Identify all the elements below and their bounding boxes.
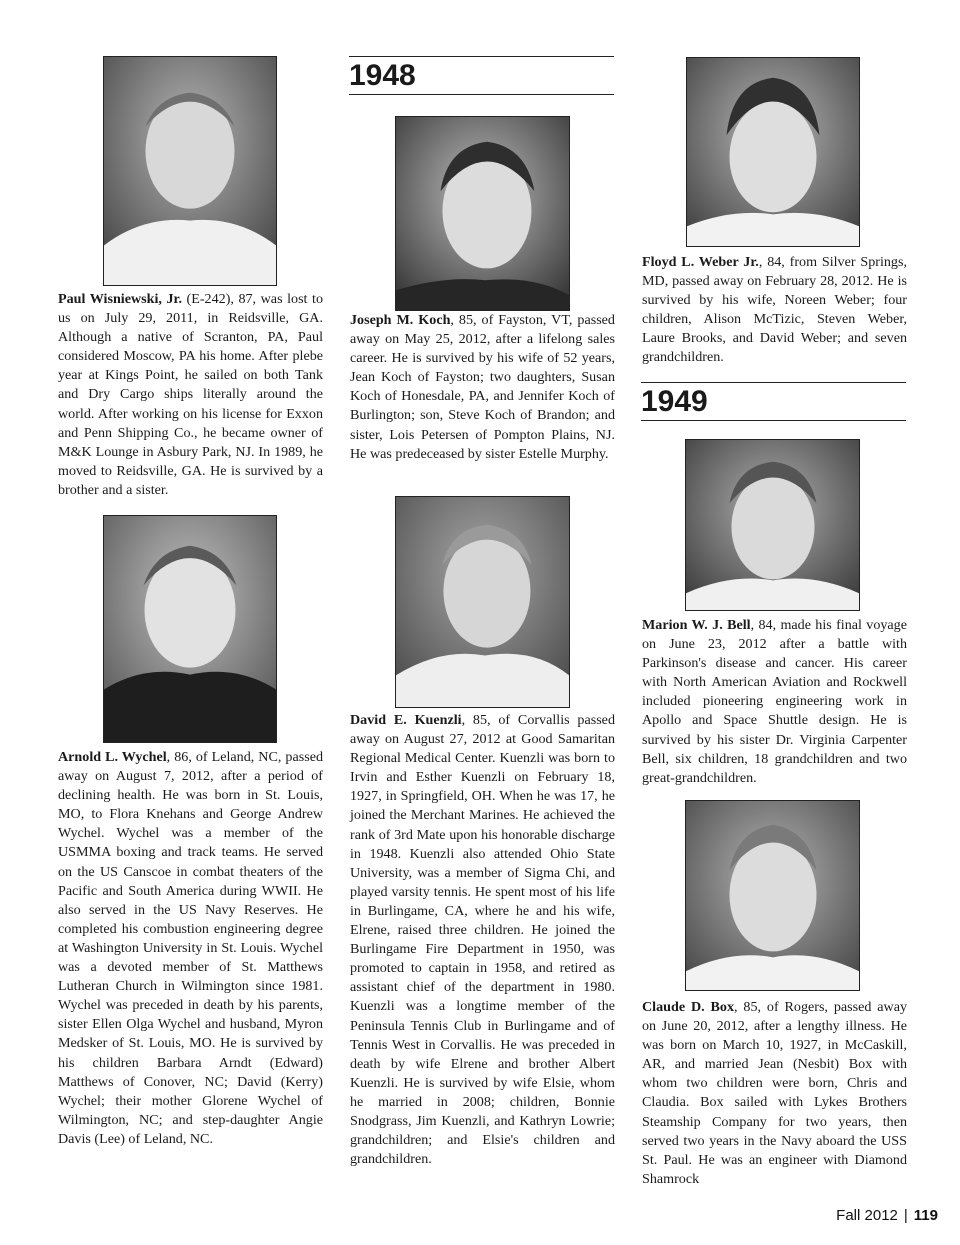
issue-label: Fall 2012	[836, 1207, 898, 1224]
portrait-image	[396, 497, 569, 707]
obituary-text: , 86, of Leland, NC, passed away on August 7, 2012, after a period of declining health. He was born in St. Louis, MO, to Flora Knehans and George Andrew Wychel. Wychel was a member of the USMMA boxing and track teams. He served on the US Canscoe in combat theaters of the Pacific and South America during WWII. He also served in the US Navy Reserves. He completed his combustion engineering degree at Washington University in St. Louis. Wychel was a devoted member of St. Matthews Lutheran Church in Wilmington since 1981. Wychel was preceded in death by his parents, sister Ellen Olga Wychel and husband, Myron Medsker of St. Louis, MO. He is survived by his children Barbara Arndt (Edward) Matthews of Conover, NC; David (Kerry) Wychel; their mother Glorene Wychel of Wilmington, NC; and step-daughter Angie Davis (Lee) of Leland, NC.	[58, 749, 323, 1147]
obituary-name: Joseph M. Koch	[350, 312, 451, 328]
page-footer	[836, 1207, 938, 1224]
obituary-weber	[642, 253, 907, 368]
obituary-text: , 84, from Silver Springs, MD, passed away on February 28, 2012. He is survived by his wife, Noreen Weber; four children, Alison McTizic, Steven Weber, Laure Brooks, and David Weber; and seven grandchildren.	[642, 254, 907, 366]
portrait-image	[396, 117, 569, 310]
obituary-text: , 85, of Rogers, passed away on June 20, 2012, after a lengthy illness. He was born on March 10, 1927, in McCaskill, AR, and married Jean (Nesbit) Box with whom two children were born, Chris and Claudia. Box sailed with Lykes Brothers Steamship Company for two years, then served two years in the Navy aboard the USS St. Paul. He was an engineer with Diamond Shamrock	[642, 999, 907, 1187]
portrait-image	[686, 801, 859, 990]
obituary-name: Marion W. J. Bell	[642, 617, 751, 633]
obituary-text: (E-242), 87, was lost to us on July 29, 2011, in Reidsville, GA. Although a native of Scranton, PA, Paul considered Moscow, PA his home. After plebe year at Kings Point, he sailed on both Tank and Dry Cargo ships literally around the world. After working on his license for Exxon and Penn Shipping Co., he became owner of M&K Lounge in Asbury Park, NJ. In 1989, he moved to Reidsville, GA. He is survived by a brother and a sister.	[58, 291, 323, 498]
portrait-image	[687, 58, 859, 246]
portrait-image	[104, 57, 276, 285]
obituary-koch	[350, 311, 615, 464]
obituary-name: David E. Kuenzli	[350, 712, 462, 728]
obituary-wychel	[58, 748, 323, 1149]
obituary-text: , 85, of Corvallis passed away on August 27, 2012 at Good Samaritan Regional Medical Center. Kuenzli was born to Irvin and Esther Kuenzli on February 18, 1927, in Springfield, OH. When he was 17, he joined the Merchant Marines. He achieved the rank of 3rd Mate upon his honorable discharge in 1948. Kuenzli also attended Ohio State University, was a member of Sigma Chi, and played varsity tennis. He spent most of his life in Burlingame, CA, where he and his wife, Elrene, raised three children. He joined the Burlingame Fire Department in 1950, was promoted to captain in 1958, and retired as assistant chief of the department in 1980. Kuenzli was a longtime member of the Peninsula Tennis Club in Burlingame and of Tennis West in Corvallis. He was preceded in death by wife Elrene and brother Albert Kuenzli. He is survived by wife Elsie, whom he married in 2008; children, Bonnie Snodgrass, Jim Kuenzli, and Kathryn Lowrie; grandchildren; and Elsie's children and grandchildren.	[350, 712, 615, 1168]
portrait-photo-koch	[395, 116, 570, 311]
obituary-text: , 84, made his final voyage on June 23, 2012 after a battle with Parkinson's disease and cancer. His career with North American Aviation and Rockwell included pioneering engineering work in Apollo and Space Shuttle design. He is survived by his sister Dr. Virginia Carpenter Bell, six children, 18 grandchildren and two great-grandchildren.	[642, 617, 907, 786]
portrait-photo-box	[685, 800, 860, 991]
portrait-photo-weber	[686, 57, 860, 247]
portrait-photo-bell	[685, 439, 860, 611]
year-heading-1948: 1948	[349, 56, 614, 95]
portrait-image	[104, 516, 276, 742]
portrait-photo-wychel	[103, 515, 277, 743]
obituary-name: Arnold L. Wychel	[58, 749, 167, 765]
page-number: 119	[913, 1207, 938, 1224]
obituary-name: Claude D. Box	[642, 999, 735, 1015]
obituary-name: Paul Wisniewski, Jr.	[58, 291, 182, 307]
obituary-text: , 85, of Fayston, VT, passed away on May 25, 2012, after a lifelong sales career. He is survived by his wife of 52 years, Jean Koch of Fayston; two daughters, Susan Koch of Honesdale, PA, and Jennifer Koch of Burlington; son, Steve Koch of Brandon; and sister, Lois Petersen of Pompton Plains, NJ. He was predeceased by sister Estelle Murphy.	[350, 312, 615, 462]
obituary-wisniewski	[58, 290, 323, 500]
footer-separator: |	[903, 1207, 908, 1224]
portrait-image	[686, 440, 859, 610]
year-heading-1949: 1949	[641, 382, 906, 421]
portrait-photo-wisniewski	[103, 56, 277, 286]
obituary-name: Floyd L. Weber Jr.	[642, 254, 759, 270]
obituary-kuenzli	[350, 711, 615, 1169]
obituary-bell	[642, 616, 907, 788]
obituary-box	[642, 998, 907, 1189]
portrait-photo-kuenzli	[395, 496, 570, 708]
